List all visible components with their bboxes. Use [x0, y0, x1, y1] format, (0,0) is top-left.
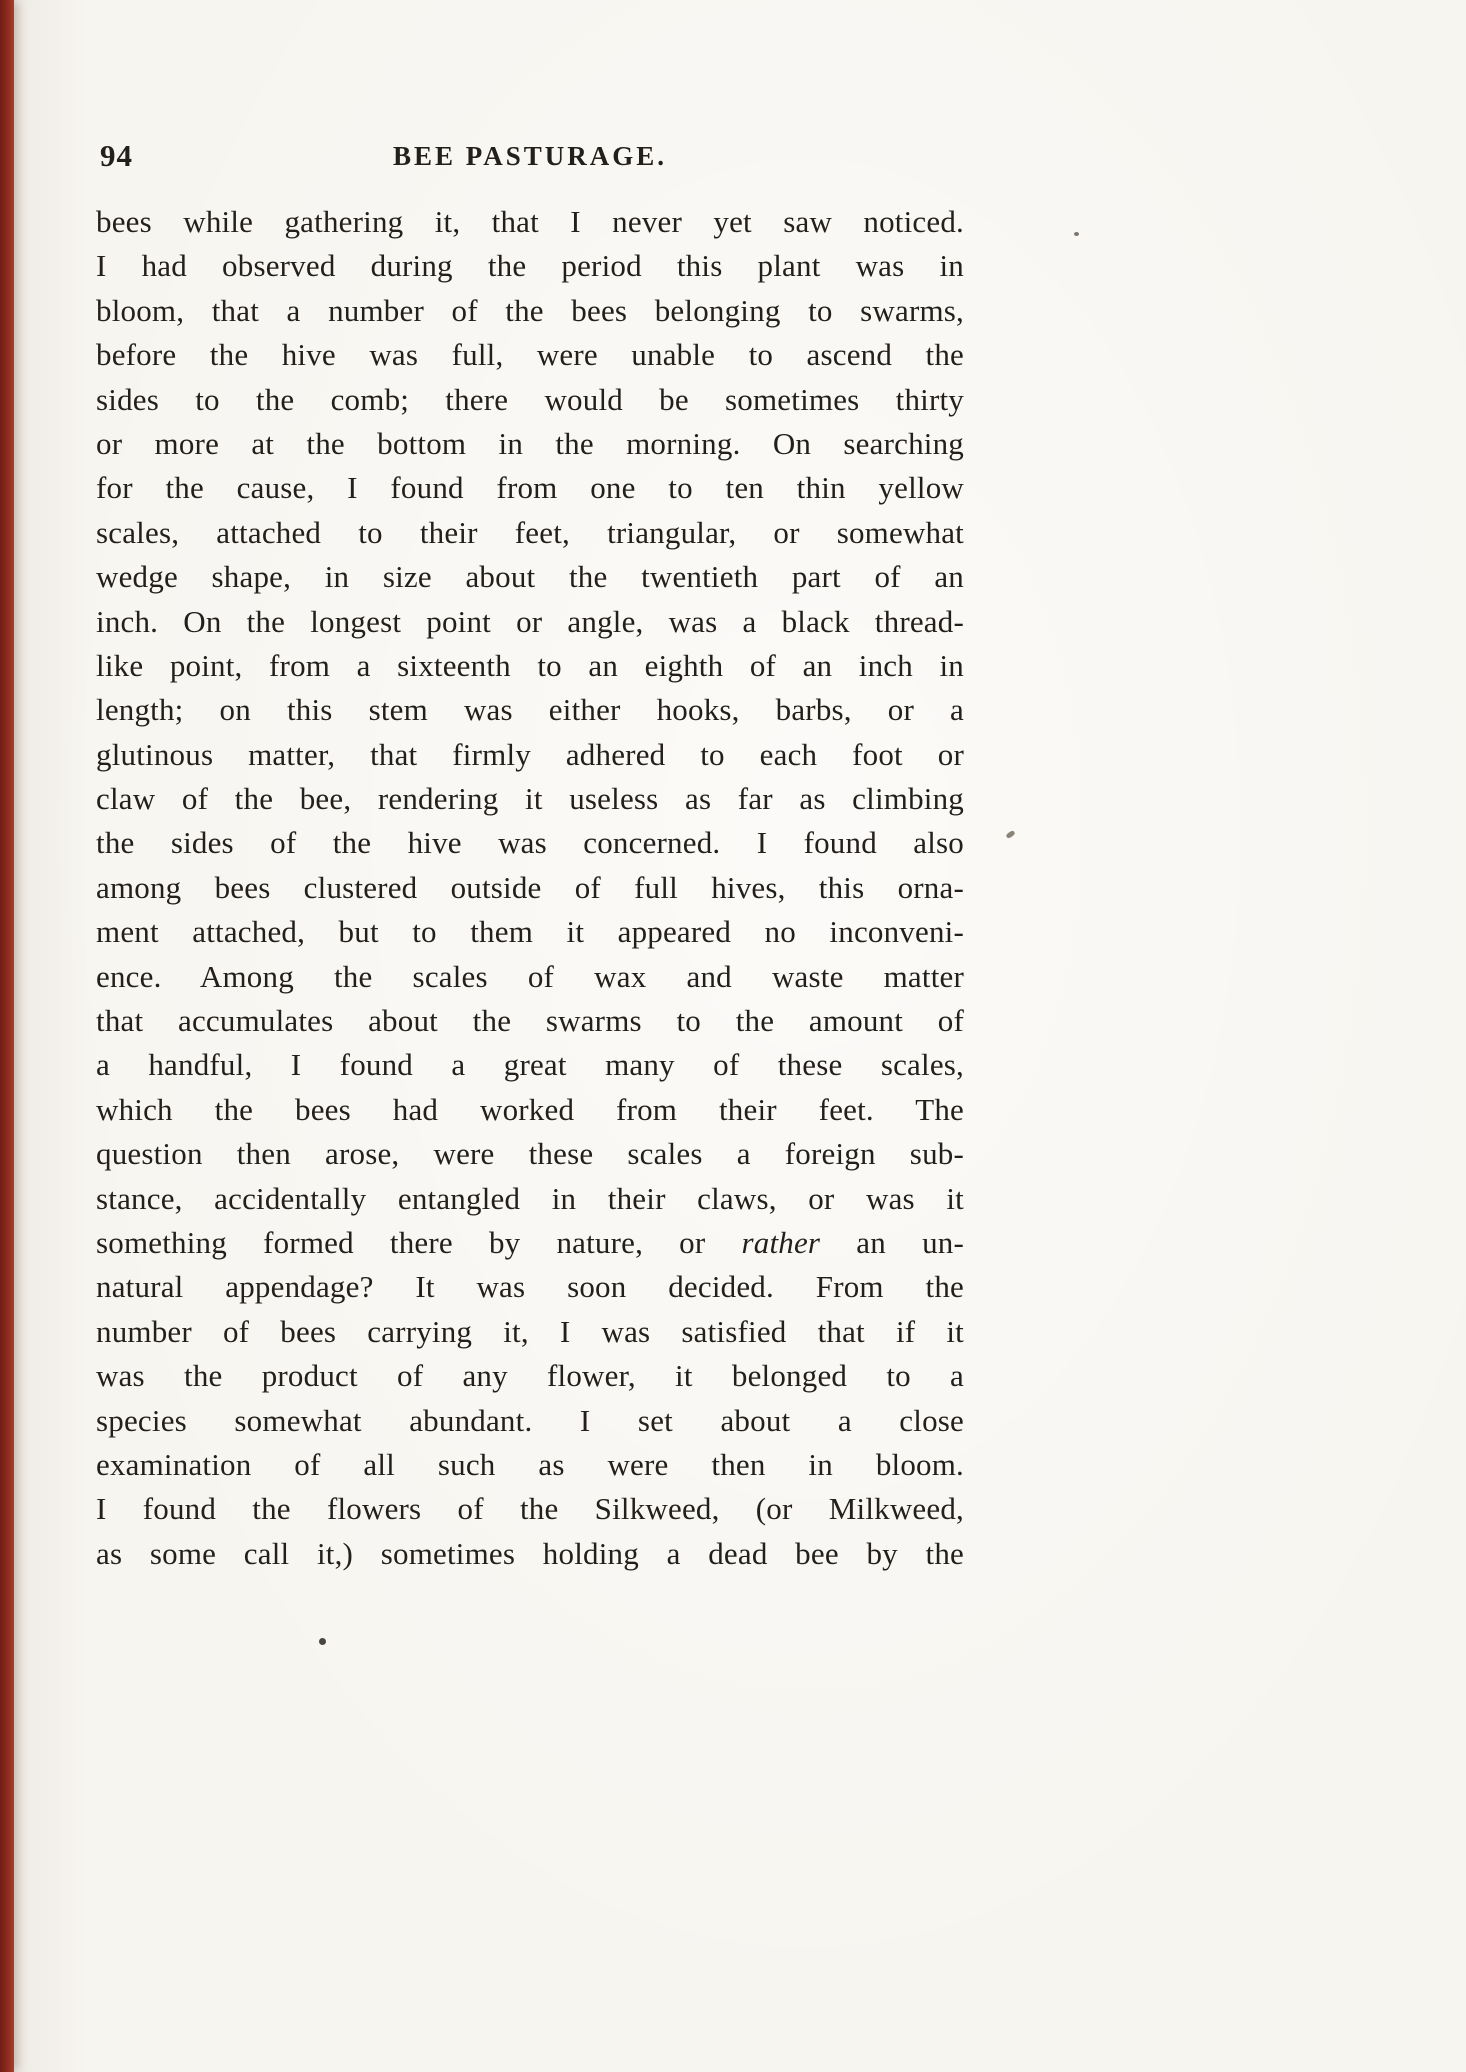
text-line: inch. On the longest point or angle, was a black thread-	[96, 603, 964, 639]
text-line: the sides of the hive was concerned. I found also	[96, 825, 964, 861]
scan-edge-strip	[0, 0, 14, 2072]
body-text	[96, 200, 964, 1576]
text-line: question then arose, were these scales a foreign sub-	[96, 1136, 964, 1172]
text-line: stance, accidentally entangled in their claws, or was it	[96, 1180, 964, 1216]
text-line: glutinous matter, that firmly adhered to each foot or	[96, 736, 964, 772]
text-line: natural appendage? It was soon decided. From the	[96, 1269, 964, 1305]
text-line: bloom, that a number of the bees belonging to swarms,	[96, 292, 964, 328]
text-line: I had observed during the period this plant was in	[96, 248, 964, 284]
text-line: species somewhat abundant. I set about a close	[96, 1402, 964, 1438]
text-line: examination of all such as were then in bloom.	[96, 1446, 964, 1482]
page-number: 94	[100, 138, 133, 173]
text-line: a handful, I found a great many of these scales,	[96, 1047, 964, 1083]
text-line: length; on this stem was either hooks, barbs, or a	[96, 692, 964, 728]
text-line: for the cause, I found from one to ten thin yellow	[96, 470, 964, 506]
text-line: something formed there by nature, or rather an un-	[96, 1224, 964, 1260]
text-line: sides to the comb; there would be sometimes thirty	[96, 381, 964, 417]
ink-speck	[1074, 232, 1079, 236]
page-header	[96, 138, 964, 180]
text-line: was the product of any flower, it belonged to a	[96, 1358, 964, 1394]
text-line: ment attached, but to them it appeared no inconveni-	[96, 914, 964, 950]
text-line: which the bees had worked from their feet. The	[96, 1091, 964, 1127]
text-line: I found the flowers of the Silkweed, (or Milkweed,	[96, 1491, 964, 1527]
text-line: bees while gathering it, that I never yet saw noticed.	[96, 204, 964, 239]
text-line: or more at the bottom in the morning. On searching	[96, 425, 964, 461]
text-line: wedge shape, in size about the twentieth part of an	[96, 559, 964, 595]
text-line: before the hive was full, were unable to ascend the	[96, 337, 964, 373]
text-line: number of bees carrying it, I was satisfied that if it	[96, 1313, 964, 1349]
text-line: scales, attached to their feet, triangular, or somewhat	[96, 514, 964, 550]
text-line: ence. Among the scales of wax and waste matter	[96, 958, 964, 994]
text-line: like point, from a sixteenth to an eighth of an inch in	[96, 647, 964, 683]
text-line: claw of the bee, rendering it useless as far as climbing	[96, 781, 964, 817]
text-line: as some call it,) sometimes holding a dead bee by the	[96, 1535, 964, 1571]
text-line: among bees clustered outside of full hives, this orna-	[96, 869, 964, 905]
running-title: BEE PASTURAGE.	[392, 141, 668, 171]
ink-speck	[319, 1638, 326, 1645]
text-line: that accumulates about the swarms to the amount of	[96, 1003, 964, 1039]
ink-speck	[1005, 830, 1015, 839]
